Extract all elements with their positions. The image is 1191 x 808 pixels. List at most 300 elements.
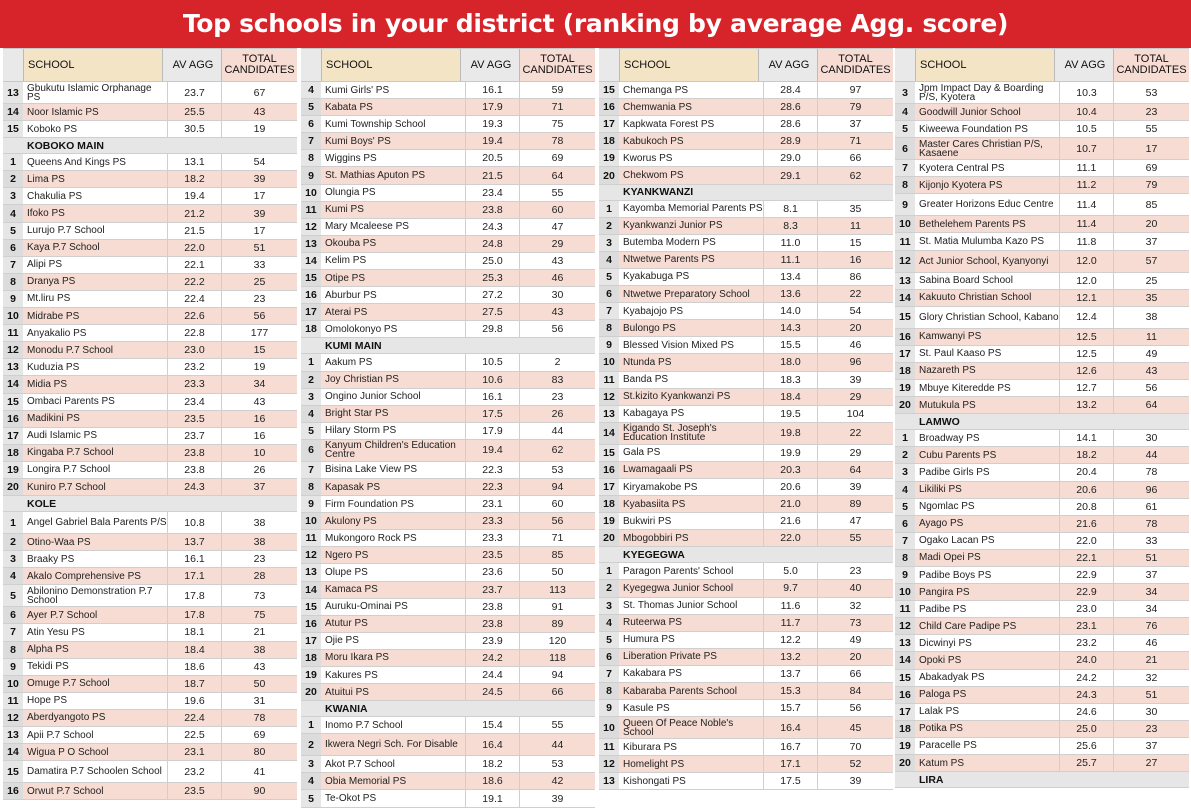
total-candidates: 35 bbox=[1113, 290, 1189, 306]
school-row bbox=[301, 496, 595, 513]
average-aggregate: 18.2 bbox=[465, 756, 519, 772]
school-row bbox=[599, 739, 893, 756]
average-aggregate: 22.0 bbox=[167, 240, 221, 256]
rank-number: 11 bbox=[895, 601, 915, 617]
total-candidates: 61 bbox=[1113, 499, 1189, 515]
school-row bbox=[895, 482, 1189, 499]
rank-number: 10 bbox=[3, 676, 23, 692]
school-name: Sabina Board School bbox=[919, 275, 1013, 287]
school-row bbox=[895, 363, 1189, 380]
total-candidates: 97 bbox=[817, 82, 893, 98]
total-candidates: 64 bbox=[817, 462, 893, 478]
total-candidates: 39 bbox=[519, 790, 595, 806]
header-school: SCHOOL bbox=[321, 49, 461, 81]
school-row bbox=[3, 325, 297, 342]
school-row bbox=[599, 235, 893, 252]
total-candidates: 46 bbox=[1113, 635, 1189, 651]
rank-number: 13 bbox=[301, 236, 321, 252]
school-name: Ayer P.7 School bbox=[23, 607, 167, 623]
school-row bbox=[895, 397, 1189, 414]
rank-number: 6 bbox=[301, 116, 321, 132]
school-name: Kuniro P.7 School bbox=[23, 479, 167, 495]
school-name: Alpha PS bbox=[23, 642, 167, 658]
rank-number: 15 bbox=[3, 761, 23, 782]
school-name: Potika PS bbox=[915, 721, 1059, 737]
rank-number: 16 bbox=[301, 287, 321, 303]
rank-number: 12 bbox=[599, 756, 619, 772]
average-aggregate: 25.3 bbox=[465, 270, 519, 286]
school-name: Lima PS bbox=[23, 171, 167, 187]
school-name: Kiburara PS bbox=[623, 741, 677, 753]
school-name: Hope PS bbox=[27, 695, 68, 707]
total-candidates: 75 bbox=[519, 116, 595, 132]
school-row bbox=[3, 568, 297, 585]
district-name: KUMI MAIN bbox=[325, 339, 382, 352]
school-name: Kumi Girls' PS bbox=[325, 84, 390, 96]
header-school: SCHOOL bbox=[619, 49, 759, 81]
average-aggregate: 28.4 bbox=[763, 82, 817, 98]
average-aggregate: 18.3 bbox=[763, 372, 817, 388]
school-name: Kamaca PS bbox=[321, 582, 465, 598]
rank-number: 11 bbox=[895, 233, 915, 249]
school-name: Kyakabuga PS bbox=[623, 271, 690, 283]
school-name: Opoki PS bbox=[915, 652, 1059, 668]
average-aggregate: 23.4 bbox=[167, 394, 221, 410]
total-candidates: 78 bbox=[1113, 516, 1189, 532]
school-row bbox=[895, 601, 1189, 618]
average-aggregate: 22.0 bbox=[1059, 533, 1113, 549]
rank-number: 15 bbox=[599, 82, 619, 98]
average-aggregate: 21.5 bbox=[167, 223, 221, 239]
school-name: Mbuye Kiteredde PS bbox=[919, 382, 1011, 394]
total-candidates: 73 bbox=[817, 615, 893, 631]
school-row bbox=[895, 233, 1189, 250]
school-row bbox=[3, 291, 297, 308]
school-name: Wiggins PS bbox=[325, 152, 377, 164]
rank-number: 12 bbox=[599, 389, 619, 405]
rank-number: 6 bbox=[3, 607, 23, 623]
average-aggregate: 27.2 bbox=[465, 287, 519, 303]
rank-number: 1 bbox=[599, 563, 619, 579]
school-name: Ntwetwe Parents PS bbox=[619, 252, 763, 268]
header-av-agg: AV AGG bbox=[172, 59, 214, 71]
page-title: Top schools in your district (ranking by average Agg. score) bbox=[0, 0, 1191, 48]
total-candidates: 177 bbox=[221, 325, 297, 341]
school-row bbox=[3, 710, 297, 727]
school-name: Chekwom PS bbox=[619, 167, 763, 183]
average-aggregate: 11.1 bbox=[763, 252, 817, 268]
school-row bbox=[301, 530, 595, 547]
header-total-candidates: TOTAL CANDIDATES bbox=[817, 49, 893, 81]
total-candidates: 26 bbox=[221, 462, 297, 478]
average-aggregate: 23.0 bbox=[1059, 601, 1113, 617]
school-name: Okouba PS bbox=[321, 236, 465, 252]
ranking-column-3 bbox=[599, 48, 893, 794]
rank-number: 4 bbox=[3, 568, 23, 584]
rank-number: 15 bbox=[895, 670, 915, 686]
rank-number: 3 bbox=[895, 464, 915, 480]
rank-number: 19 bbox=[895, 380, 915, 396]
school-row bbox=[895, 738, 1189, 755]
total-candidates: 73 bbox=[221, 585, 297, 606]
school-name: Kakures PS bbox=[325, 669, 378, 681]
school-row bbox=[895, 516, 1189, 533]
school-name: Midia PS bbox=[23, 376, 167, 392]
district-heading bbox=[599, 185, 893, 201]
average-aggregate: 12.5 bbox=[1059, 329, 1113, 345]
school-name: Gala PS bbox=[623, 447, 661, 459]
average-aggregate: 23.8 bbox=[465, 599, 519, 615]
school-name: Tekidi PS bbox=[27, 661, 69, 673]
school-row bbox=[301, 756, 595, 773]
school-name: Butemba Modern PS bbox=[623, 237, 716, 249]
average-aggregate: 18.0 bbox=[763, 354, 817, 370]
rank-number: 17 bbox=[599, 116, 619, 132]
total-candidates: 89 bbox=[817, 496, 893, 512]
average-aggregate: 22.3 bbox=[465, 462, 519, 478]
school-row bbox=[3, 240, 297, 257]
total-candidates: 55 bbox=[519, 717, 595, 733]
school-row bbox=[599, 773, 893, 790]
school-name: Otino-Waa PS bbox=[23, 534, 167, 550]
rank-number: 1 bbox=[895, 430, 915, 446]
school-row bbox=[895, 82, 1189, 104]
average-aggregate: 18.2 bbox=[1059, 447, 1113, 463]
rank-number: 16 bbox=[599, 462, 619, 478]
school-name: Goodwill Junior School bbox=[915, 104, 1059, 120]
school-row bbox=[3, 659, 297, 676]
school-name: Kyabasiita PS bbox=[619, 496, 763, 512]
rank-number: 15 bbox=[301, 599, 321, 615]
school-row bbox=[301, 667, 595, 684]
average-aggregate: 25.0 bbox=[465, 253, 519, 269]
rank-number: 10 bbox=[599, 354, 619, 370]
total-candidates: 33 bbox=[1113, 533, 1189, 549]
average-aggregate: 27.5 bbox=[465, 304, 519, 320]
average-aggregate: 23.6 bbox=[465, 564, 519, 580]
rank-number: 18 bbox=[895, 721, 915, 737]
average-aggregate: 24.3 bbox=[465, 219, 519, 235]
school-row bbox=[599, 756, 893, 773]
rank-number: 3 bbox=[599, 598, 619, 614]
rank-number: 2 bbox=[301, 372, 321, 388]
school-name: Child Care Padipe PS bbox=[915, 618, 1059, 634]
total-candidates: 11 bbox=[817, 218, 893, 234]
total-candidates: 25 bbox=[1113, 273, 1189, 289]
average-aggregate: 19.1 bbox=[465, 790, 519, 806]
rank-number: 11 bbox=[301, 530, 321, 546]
school-name: Kumi Township School bbox=[325, 118, 426, 130]
total-candidates: 59 bbox=[519, 82, 595, 98]
average-aggregate: 25.5 bbox=[167, 104, 221, 120]
total-candidates: 55 bbox=[519, 185, 595, 201]
average-aggregate: 23.2 bbox=[1059, 635, 1113, 651]
school-row bbox=[895, 430, 1189, 447]
school-row bbox=[599, 445, 893, 462]
rank-number: 7 bbox=[3, 624, 23, 640]
school-name: Kabagaya PS bbox=[623, 408, 685, 420]
school-row bbox=[895, 216, 1189, 233]
rank-number: 10 bbox=[301, 513, 321, 529]
rank-number: 12 bbox=[301, 219, 321, 235]
total-candidates: 32 bbox=[817, 598, 893, 614]
average-aggregate: 13.2 bbox=[1059, 397, 1113, 413]
school-row bbox=[895, 104, 1189, 121]
total-candidates: 17 bbox=[221, 188, 297, 204]
school-row bbox=[3, 761, 297, 783]
school-row bbox=[599, 167, 893, 184]
average-aggregate: 14.0 bbox=[763, 303, 817, 319]
total-candidates: 29 bbox=[519, 236, 595, 252]
school-name: Anyakalio PS bbox=[27, 327, 87, 339]
total-candidates: 34 bbox=[1113, 601, 1189, 617]
school-name: Monodu P.7 School bbox=[23, 342, 167, 358]
total-candidates: 85 bbox=[1113, 194, 1189, 215]
average-aggregate: 23.3 bbox=[465, 513, 519, 529]
total-candidates: 94 bbox=[519, 479, 595, 495]
school-name: Kyankwanzi Junior PS bbox=[619, 218, 763, 234]
school-row bbox=[895, 550, 1189, 567]
rank-number: 16 bbox=[599, 99, 619, 115]
school-row bbox=[301, 133, 595, 150]
school-name: Kabaraba Parents School bbox=[619, 683, 763, 699]
total-candidates: 113 bbox=[519, 582, 595, 598]
total-candidates: 31 bbox=[221, 693, 297, 709]
average-aggregate: 24.4 bbox=[465, 667, 519, 683]
total-candidates: 56 bbox=[519, 321, 595, 337]
school-row bbox=[3, 223, 297, 240]
school-row bbox=[599, 303, 893, 320]
rank-number: 8 bbox=[3, 642, 23, 658]
total-candidates: 62 bbox=[519, 440, 595, 461]
average-aggregate: 15.7 bbox=[763, 700, 817, 716]
rank-number: 6 bbox=[3, 240, 23, 256]
average-aggregate: 10.7 bbox=[1059, 138, 1113, 159]
rank-number: 15 bbox=[301, 270, 321, 286]
average-aggregate: 11.0 bbox=[763, 235, 817, 251]
district-heading bbox=[3, 496, 297, 512]
school-row bbox=[599, 496, 893, 513]
school-row bbox=[301, 406, 595, 423]
school-name: St.kizito Kyankwanzi PS bbox=[619, 389, 763, 405]
total-candidates: 51 bbox=[1113, 687, 1189, 703]
total-candidates: 16 bbox=[817, 252, 893, 268]
average-aggregate: 18.4 bbox=[763, 389, 817, 405]
average-aggregate: 22.1 bbox=[1059, 550, 1113, 566]
average-aggregate: 12.0 bbox=[1059, 273, 1113, 289]
school-name: Damatira P.7 Schoolen School bbox=[27, 766, 162, 778]
school-name: Paloga PS bbox=[915, 687, 1059, 703]
total-candidates: 38 bbox=[221, 534, 297, 550]
total-candidates: 43 bbox=[1113, 363, 1189, 379]
average-aggregate: 25.7 bbox=[1059, 755, 1113, 771]
rank-number: 13 bbox=[895, 273, 915, 289]
total-candidates: 78 bbox=[221, 710, 297, 726]
average-aggregate: 11.6 bbox=[763, 598, 817, 614]
total-candidates: 23 bbox=[519, 389, 595, 405]
total-candidates: 23 bbox=[817, 563, 893, 579]
school-row bbox=[301, 99, 595, 116]
school-name: Otipe PS bbox=[321, 270, 465, 286]
average-aggregate: 14.3 bbox=[763, 320, 817, 336]
rank-number: 17 bbox=[301, 633, 321, 649]
rank-number: 15 bbox=[3, 394, 23, 410]
school-name: Paragon Parents' School bbox=[623, 565, 734, 577]
average-aggregate: 30.5 bbox=[167, 121, 221, 137]
school-row bbox=[895, 346, 1189, 363]
total-candidates: 75 bbox=[221, 607, 297, 623]
average-aggregate: 24.5 bbox=[465, 684, 519, 700]
total-candidates: 69 bbox=[1113, 160, 1189, 176]
district-heading bbox=[895, 414, 1189, 430]
rank-number: 10 bbox=[301, 185, 321, 201]
rank-number: 5 bbox=[895, 121, 915, 137]
school-name: Ngomlac PS bbox=[919, 501, 975, 513]
rank-number: 20 bbox=[599, 167, 619, 183]
total-candidates: 46 bbox=[519, 270, 595, 286]
total-candidates: 22 bbox=[817, 286, 893, 302]
average-aggregate: 22.4 bbox=[167, 710, 221, 726]
average-aggregate: 17.1 bbox=[763, 756, 817, 772]
school-row bbox=[895, 307, 1189, 329]
average-aggregate: 8.1 bbox=[763, 201, 817, 217]
average-aggregate: 21.6 bbox=[1059, 516, 1113, 532]
average-aggregate: 23.1 bbox=[167, 744, 221, 760]
average-aggregate: 15.3 bbox=[763, 683, 817, 699]
average-aggregate: 11.7 bbox=[763, 615, 817, 631]
average-aggregate: 12.2 bbox=[763, 632, 817, 648]
rank-number: 19 bbox=[599, 150, 619, 166]
rank-number: 6 bbox=[895, 516, 915, 532]
average-aggregate: 23.8 bbox=[167, 445, 221, 461]
school-row bbox=[301, 253, 595, 270]
school-row bbox=[599, 354, 893, 371]
district-name: LIRA bbox=[919, 773, 944, 786]
rank-number: 5 bbox=[301, 423, 321, 439]
rank-number: 20 bbox=[895, 397, 915, 413]
rank-number: 7 bbox=[3, 257, 23, 273]
district-name: LAMWO bbox=[919, 415, 960, 428]
total-candidates: 19 bbox=[221, 121, 297, 137]
school-name: Aburbur PS bbox=[325, 289, 377, 301]
school-row bbox=[3, 376, 297, 393]
school-row bbox=[3, 693, 297, 710]
total-candidates: 51 bbox=[1113, 550, 1189, 566]
rank-number: 13 bbox=[599, 773, 619, 789]
school-name: Lalak PS bbox=[919, 706, 960, 718]
average-aggregate: 12.6 bbox=[1059, 363, 1113, 379]
average-aggregate: 18.6 bbox=[465, 773, 519, 789]
average-aggregate: 23.5 bbox=[167, 411, 221, 427]
rank-number: 4 bbox=[599, 252, 619, 268]
total-candidates: 94 bbox=[519, 667, 595, 683]
school-row bbox=[895, 533, 1189, 550]
total-candidates: 56 bbox=[1113, 380, 1189, 396]
school-name: Ikwera Negri Sch. For Disable bbox=[321, 734, 465, 755]
total-candidates: 70 bbox=[817, 739, 893, 755]
school-row bbox=[301, 684, 595, 701]
average-aggregate: 23.9 bbox=[465, 633, 519, 649]
average-aggregate: 22.6 bbox=[167, 308, 221, 324]
total-candidates: 96 bbox=[817, 354, 893, 370]
rank-number: 18 bbox=[599, 133, 619, 149]
school-name: Likiliki PS bbox=[915, 482, 1059, 498]
district-heading bbox=[895, 772, 1189, 788]
school-name: Mt.liru PS bbox=[27, 293, 71, 305]
total-candidates: 43 bbox=[519, 304, 595, 320]
total-candidates: 53 bbox=[1113, 82, 1189, 103]
school-name: Aterai PS bbox=[321, 304, 465, 320]
school-row bbox=[599, 82, 893, 99]
school-row bbox=[895, 704, 1189, 721]
average-aggregate: 28.9 bbox=[763, 133, 817, 149]
school-row bbox=[301, 717, 595, 734]
rank-number: 9 bbox=[3, 659, 23, 675]
average-aggregate: 13.4 bbox=[763, 269, 817, 285]
average-aggregate: 24.6 bbox=[1059, 704, 1113, 720]
total-candidates: 86 bbox=[817, 269, 893, 285]
average-aggregate: 24.3 bbox=[1059, 687, 1113, 703]
total-candidates: 26 bbox=[519, 406, 595, 422]
school-name: Atin Yesu PS bbox=[27, 626, 85, 638]
average-aggregate: 29.1 bbox=[763, 167, 817, 183]
rank-number: 2 bbox=[895, 447, 915, 463]
average-aggregate: 23.7 bbox=[167, 428, 221, 444]
rank-number: 16 bbox=[301, 616, 321, 632]
school-name: St. Matia Mulumba Kazo PS bbox=[919, 236, 1045, 248]
average-aggregate: 23.1 bbox=[1059, 618, 1113, 634]
school-row bbox=[895, 635, 1189, 652]
rank-number: 7 bbox=[895, 160, 915, 176]
school-name: Omolokonyo PS bbox=[325, 323, 398, 335]
school-name: Kapasak PS bbox=[321, 479, 465, 495]
school-row bbox=[599, 320, 893, 337]
school-row bbox=[301, 82, 595, 99]
school-row bbox=[599, 683, 893, 700]
total-candidates: 23 bbox=[1113, 104, 1189, 120]
school-row bbox=[599, 666, 893, 683]
total-candidates: 66 bbox=[519, 684, 595, 700]
average-aggregate: 17.5 bbox=[465, 406, 519, 422]
district-name: KYANKWANZI bbox=[623, 186, 694, 199]
average-aggregate: 23.5 bbox=[465, 547, 519, 563]
column-header bbox=[895, 48, 1189, 82]
header-school: SCHOOL bbox=[915, 49, 1055, 81]
average-aggregate: 29.0 bbox=[763, 150, 817, 166]
school-name: Ngero PS bbox=[321, 547, 465, 563]
school-row bbox=[599, 252, 893, 269]
average-aggregate: 19.5 bbox=[763, 406, 817, 422]
school-name: Ogako Lacan PS bbox=[919, 535, 995, 547]
average-aggregate: 22.1 bbox=[167, 257, 221, 273]
average-aggregate: 11.1 bbox=[1059, 160, 1113, 176]
school-name: Kishongati PS bbox=[623, 775, 686, 787]
school-name: Ntunda PS bbox=[619, 354, 763, 370]
school-row bbox=[301, 372, 595, 389]
rank-number: 5 bbox=[301, 790, 321, 806]
district-heading bbox=[3, 138, 297, 154]
average-aggregate: 21.5 bbox=[465, 167, 519, 183]
rank-number: 2 bbox=[3, 534, 23, 550]
header-av-agg: AV AGG bbox=[470, 59, 512, 71]
rank-number: 7 bbox=[599, 303, 619, 319]
rank-number: 18 bbox=[301, 321, 321, 337]
school-name: Dranya PS bbox=[23, 274, 167, 290]
school-row bbox=[3, 121, 297, 138]
rank-number: 18 bbox=[895, 363, 915, 379]
school-name: Firm Foundation PS bbox=[325, 498, 414, 510]
school-row bbox=[3, 462, 297, 479]
